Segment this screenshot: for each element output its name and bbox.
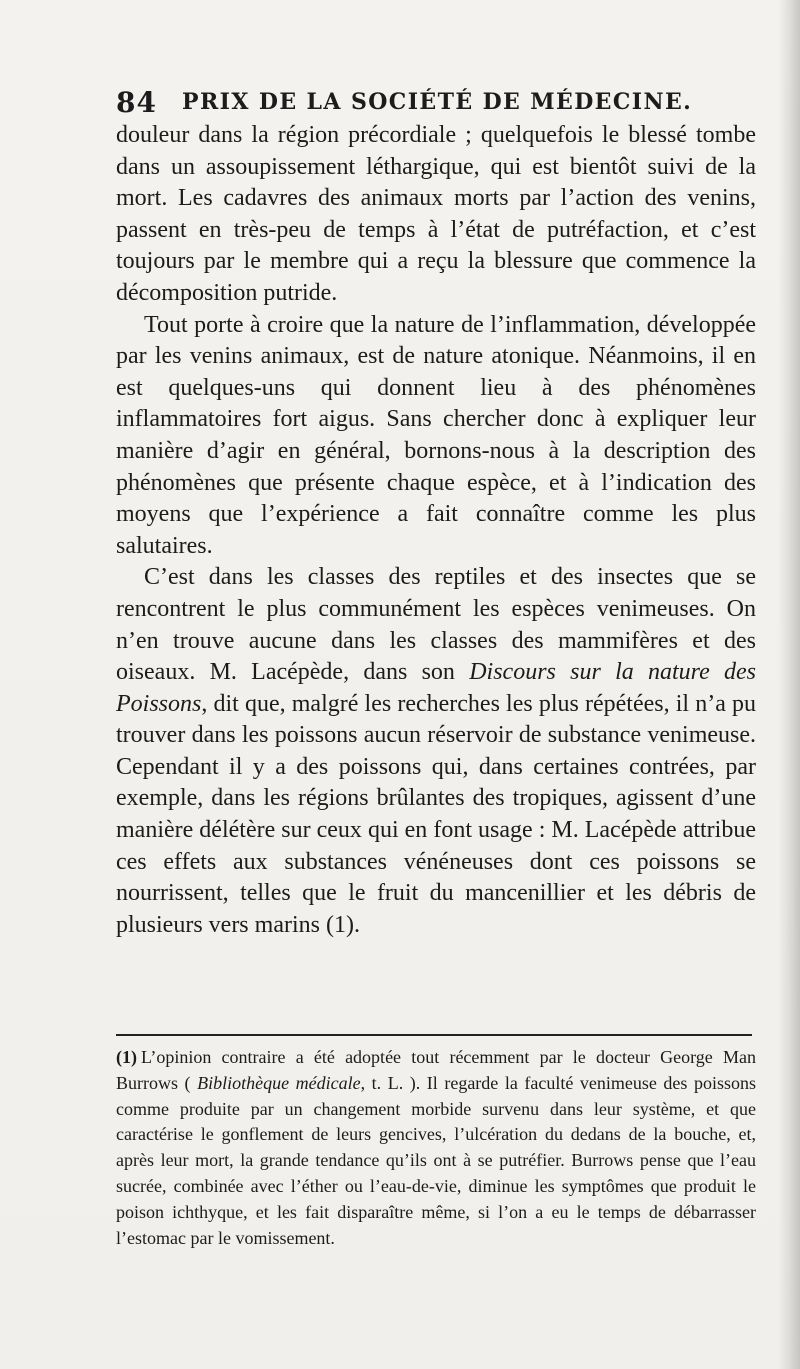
footnote-marker: (1) bbox=[116, 1047, 137, 1067]
running-head: PRIX DE LA SOCIÉTÉ DE MÉDECINE. bbox=[182, 89, 693, 115]
paragraph-1: douleur dans la région précordiale ; quelquefois le blessé tombe dans un assoupissement léthargique, qui est bientôt suivi de la mort. Les cadavres des animaux morts par l’action des venins, passent en très-peu de temps à l’état de putréfaction, et c’est toujours par le membre qui a reçu la blessure que commence la décomposition putride. bbox=[116, 122, 756, 306]
page-number: 84 bbox=[116, 86, 157, 119]
page-edge-shadow bbox=[778, 0, 800, 1369]
page-header bbox=[116, 86, 756, 119]
paragraph-2: Tout porte à croire que la nature de l’inflammation, développée par les venins animaux, est de nature atonique. Néanmoins, il en est quelques-uns qui donnent lieu à des phénomènes inflammatoires fort aigus. Sans chercher donc à expliquer leur manière d’agir en général, bornons-nous à la description des phénomènes que présente chaque espèce, et à l’indication des moyens que l’expérience a fait connaître comme les plus salutaires. bbox=[116, 311, 756, 559]
footnote-citation-italic: Bibliothèque médicale bbox=[197, 1072, 361, 1093]
footnote bbox=[116, 1045, 756, 1251]
footnote-text-b: , t. L. ). Il regarde la faculté venimeuse des poissons comme produite par un changement morbide survenu dans leur système, et que caractérise le gonflement de leurs gencives, l’ulcération du dedans de la bouche, et, après leur mort, la grande tendance qu’ils ont à se putréfier. Burrows pense que l’eau sucrée, combinée avec l’éther ou l’eau-de-vie, diminue les symptômes que produit le poison ichthyque, et les fait disparaître même, si l’on a eu le temps de débarrasser l’estomac par le vomissement. bbox=[116, 1072, 756, 1248]
paragraph-3-text-a: C’est dans les classes des reptiles et des insectes que se rencontrent le plus communément les espèces venimeuses. On n’en trouve aucune dans les classes des mammifères et des oiseaux. M. Lacépède, dans son bbox=[116, 564, 756, 686]
book-title-italic: Discours sur la nature des Poissons bbox=[116, 659, 757, 717]
paragraph-3 bbox=[116, 562, 756, 941]
paragraph-3-text-b: , dit que, malgré les recherches les plus répétées, il n’a pu trouver dans les poissons aucun réservoir de substance venimeuse. Cependant il y a des poissons qui, dans certaines contrées, par exemple, dans les régions brûlantes des tropiques, agissent d’une manière délétère sur ceux qui en font usage : M. Lacépède attribue ces effets aux substances vénéneuses dont ces poissons se nourrissent, telles que le fruit du mancenillier et les débris de plusieurs vers marins (1). bbox=[116, 690, 756, 938]
footnote-text-a: L’opinion contraire a été adoptée tout récemment par le docteur George Man Burrows ( bbox=[116, 1047, 756, 1093]
footnote-separator bbox=[116, 1034, 752, 1036]
main-text bbox=[116, 120, 756, 941]
